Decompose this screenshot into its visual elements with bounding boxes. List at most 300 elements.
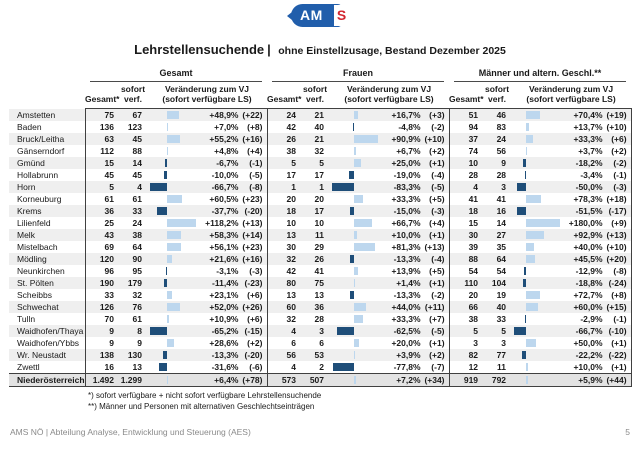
pct-change: -83,3% [393, 182, 421, 192]
district-label: Korneuburg [17, 194, 62, 204]
change-bar-area [514, 303, 560, 311]
pct-change: -2,9% [580, 314, 603, 324]
change-cell [329, 193, 449, 205]
total-value: 33 [85, 289, 119, 301]
pct-change: -10,0% [211, 170, 239, 180]
sofort-value: 26 [314, 254, 324, 264]
change-bar-area [332, 267, 378, 275]
change-cell [329, 217, 449, 229]
change-bar [525, 315, 526, 323]
group-header-row [9, 66, 631, 82]
sofort-value: 1 [319, 182, 324, 192]
abs-change: (+2) [247, 338, 263, 348]
abs-change: (+78) [242, 375, 263, 385]
abs-change: (+7) [429, 314, 445, 324]
change-bar [523, 159, 526, 167]
total-value: 3 [449, 337, 483, 349]
change-bar [354, 195, 363, 203]
total-value: 1 [267, 181, 301, 193]
group-header-gesamt: Gesamt [85, 66, 267, 82]
change-bar-area [150, 363, 196, 371]
pct-change: +7,0% [214, 122, 239, 132]
pct-change: +3,9% [396, 350, 421, 360]
abs-change: (-24) [608, 278, 627, 288]
col-header-change: Veränderung zum VJ (sofort verfügbare LS) [147, 82, 267, 109]
change-bar-area [150, 231, 196, 239]
change-cell [511, 241, 631, 253]
sofort-value: 13 [132, 362, 142, 372]
table-row [9, 181, 631, 193]
change-bar-area [332, 315, 378, 323]
table-row [9, 313, 631, 325]
footnote-1: *) sofort verfügbare + nicht sofort verfügbare Lehrstellensuchende [88, 391, 322, 400]
col-header-sofort: sofort verf. [301, 82, 329, 109]
change-bar [354, 315, 363, 323]
change-cell [147, 325, 267, 337]
pct-change: +90,9% [391, 134, 421, 144]
pct-change: +33,3% [573, 134, 603, 144]
col-header-change: Veränderung zum VJ (sofort verfügbare LS) [329, 82, 449, 109]
pct-change: -13,3% [393, 290, 421, 300]
total-value: 20 [449, 289, 483, 301]
col-header-sofort: sofort verf. [483, 82, 511, 109]
table-row [9, 193, 631, 205]
sofort-value: 3 [501, 338, 507, 348]
total-value: 30 [267, 241, 301, 253]
pct-change: +44,0% [391, 302, 421, 312]
col-header-total: Gesamt* [267, 82, 301, 109]
sofort-value: 507 [309, 375, 324, 385]
district-label: Mistelbach [17, 242, 58, 252]
abs-change: (+19) [606, 110, 627, 120]
sofort-value: 40 [496, 302, 507, 312]
table-row [9, 217, 631, 229]
total-value: 56 [267, 349, 301, 361]
change-cell [329, 181, 449, 193]
change-bar-area [150, 255, 196, 263]
change-bar [165, 159, 167, 167]
change-bar-area [150, 135, 196, 143]
abs-change: (-5) [431, 326, 445, 336]
change-cell [147, 313, 267, 325]
sofort-value: 29 [314, 242, 324, 252]
change-bar-area [150, 207, 196, 215]
change-bar [166, 267, 167, 275]
abs-change: (-1) [249, 158, 263, 168]
total-value: 4 [449, 181, 483, 193]
abs-change: (-2) [431, 122, 445, 132]
col-header-change: Veränderung zum VJ (sofort verfügbare LS) [511, 82, 631, 109]
total-value: 80 [267, 277, 301, 289]
change-cell [147, 145, 267, 157]
change-cell [511, 337, 631, 349]
change-bar-area [332, 303, 378, 311]
statistics-table [9, 66, 632, 387]
change-cell [511, 133, 631, 145]
change-bar-area [332, 231, 378, 239]
footnotes [88, 390, 640, 412]
total-value: 63 [85, 133, 119, 145]
change-bar [167, 255, 172, 263]
footer-page-number: 5 [625, 427, 630, 437]
total-value: 10 [267, 217, 301, 229]
change-bar-area [332, 255, 378, 263]
abs-change: (+18) [606, 194, 627, 204]
change-bar [526, 376, 527, 384]
change-cell [329, 277, 449, 289]
pct-change: +13,9% [391, 266, 421, 276]
change-bar-area [332, 123, 378, 131]
total-value: 13 [267, 229, 301, 241]
change-bar-area [332, 339, 378, 347]
pct-change: +23,1% [209, 290, 239, 300]
change-bar [350, 207, 354, 215]
total-value: 28 [449, 169, 483, 181]
abs-change: (+1) [429, 338, 445, 348]
total-value: 82 [449, 349, 483, 361]
change-bar [167, 339, 174, 347]
sofort-value: 14 [496, 218, 507, 228]
pct-change: -3,4% [580, 170, 603, 180]
abs-change: (+44) [606, 375, 627, 385]
change-bar-area [150, 267, 196, 275]
pct-change: +52,0% [209, 302, 239, 312]
abs-change: (+2) [429, 350, 445, 360]
table-total-row [9, 374, 631, 387]
change-bar-area [332, 195, 378, 203]
pct-change: -31,6% [211, 362, 239, 372]
sofort-value: 90 [132, 254, 142, 264]
change-bar-area [332, 135, 378, 143]
change-bar [167, 243, 181, 251]
pct-change: +180,0% [568, 218, 603, 228]
change-bar-area [150, 183, 196, 191]
change-cell [329, 301, 449, 313]
table-row [9, 145, 631, 157]
sofort-value: 19 [496, 290, 507, 300]
sofort-value: 5 [319, 158, 324, 168]
change-bar-area [332, 147, 378, 155]
abs-change: (-2) [431, 290, 445, 300]
abs-change: (+10) [606, 242, 627, 252]
abs-change: (+6) [247, 314, 263, 324]
pct-change: -11,4% [212, 278, 239, 288]
pct-change: +33,3% [391, 314, 421, 324]
change-cell [511, 313, 631, 325]
change-bar [354, 339, 359, 347]
district-label: Wr. Neustadt [17, 350, 66, 360]
change-bar [526, 219, 560, 227]
district-label: Amstetten [17, 109, 56, 120]
change-cell [511, 325, 631, 337]
total-value: 94 [449, 121, 483, 133]
sofort-value: 17 [314, 206, 324, 216]
total-value: 18 [267, 205, 301, 217]
abs-change: (-3) [613, 182, 627, 192]
sofort-value: 53 [314, 350, 324, 360]
change-bar-area [150, 291, 196, 299]
change-bar-area [150, 339, 196, 347]
change-cell [511, 265, 631, 277]
change-cell [511, 169, 631, 181]
change-cell [329, 349, 449, 361]
change-bar-area [150, 327, 196, 335]
table-row [9, 229, 631, 241]
district-label: Tulln [17, 314, 36, 324]
sofort-value: 21 [314, 110, 324, 120]
change-cell [329, 374, 449, 387]
page-title [0, 41, 640, 59]
change-cell [329, 313, 449, 325]
sofort-value: 14 [132, 158, 142, 168]
change-bar [167, 291, 173, 299]
abs-change: (-5) [431, 182, 445, 192]
change-bar-area [332, 219, 378, 227]
change-bar [526, 135, 532, 143]
sofort-value: 32 [132, 290, 142, 300]
abs-change: (-2) [613, 158, 627, 168]
change-bar-area [332, 351, 378, 359]
change-cell [329, 241, 449, 253]
change-cell [511, 229, 631, 241]
change-cell [329, 121, 449, 133]
district-label: St. Pölten [17, 278, 54, 288]
change-bar [333, 363, 354, 371]
sofort-value: 16 [496, 206, 507, 216]
page-title-subtitle: ohne Einstellzusage, Bestand Dezember 2025 [278, 45, 506, 57]
change-bar [523, 279, 527, 287]
abs-change: (+13) [242, 218, 263, 228]
change-bar-area [332, 159, 378, 167]
abs-change: (+11) [424, 302, 445, 312]
change-bar [514, 327, 526, 335]
change-bar-area [150, 195, 196, 203]
pct-change: -12,9% [575, 266, 603, 276]
total-value: 70 [85, 313, 119, 325]
district-label: Gänserndorf [17, 146, 65, 156]
district-label: Melk [17, 230, 35, 240]
change-cell [329, 169, 449, 181]
change-bar-area [514, 315, 560, 323]
pct-change: +56,1% [209, 242, 239, 252]
sofort-value: 13 [314, 290, 324, 300]
change-cell [511, 121, 631, 133]
col-header-total: Gesamt* [449, 82, 483, 109]
change-bar-area [150, 171, 196, 179]
district-label: Mödling [17, 254, 47, 264]
sofort-value: 8 [137, 326, 142, 336]
pct-change: +10,0% [391, 230, 421, 240]
district-label: Zwettl [17, 362, 40, 372]
change-cell [329, 325, 449, 337]
sofort-value: 45 [132, 170, 142, 180]
pct-change: +21,6% [209, 254, 239, 264]
sofort-value: 76 [132, 302, 142, 312]
change-cell [147, 193, 267, 205]
sofort-value: 33 [132, 206, 142, 216]
abs-change: (+4) [429, 218, 445, 228]
change-cell [511, 301, 631, 313]
pct-change: +33,3% [391, 194, 421, 204]
abs-change: (-22) [608, 350, 627, 360]
sofort-value: 33 [496, 314, 507, 324]
change-bar-area [514, 267, 560, 275]
change-bar-area [514, 135, 560, 143]
sofort-value: 61 [132, 314, 142, 324]
change-cell [511, 361, 631, 374]
page-footer [10, 427, 630, 437]
col-header-total: Gesamt* [85, 82, 119, 109]
total-value: 24 [267, 109, 301, 122]
abs-change: (+23) [242, 194, 263, 204]
table-row [9, 133, 631, 145]
page-title-separator: | [267, 42, 271, 57]
pct-change: +7,2% [396, 375, 421, 385]
abs-change: (-3) [431, 206, 445, 216]
total-value: 51 [449, 109, 483, 122]
abs-change: (+8) [611, 290, 627, 300]
change-bar-area [332, 363, 378, 371]
total-value: 42 [267, 265, 301, 277]
total-value: 61 [85, 193, 119, 205]
total-value: 138 [85, 349, 119, 361]
sofort-value: 123 [127, 122, 142, 132]
total-value: 69 [85, 241, 119, 253]
change-bar-area [514, 231, 560, 239]
pct-change: +118,2% [205, 218, 239, 228]
sofort-value: 36 [314, 302, 324, 312]
abs-change: (+1) [429, 230, 445, 240]
group-header-spacer [9, 66, 85, 82]
change-bar-area [332, 111, 378, 119]
change-cell [511, 253, 631, 265]
change-bar [522, 351, 526, 359]
change-cell [147, 181, 267, 193]
abs-change: (-1) [613, 314, 627, 324]
abs-change: (+16) [242, 134, 263, 144]
change-bar-area [150, 147, 196, 155]
abs-change: (+2) [611, 146, 627, 156]
pct-change: +58,3% [209, 230, 239, 240]
total-value: 6 [267, 337, 301, 349]
change-bar [354, 159, 361, 167]
change-bar [350, 255, 354, 263]
change-cell [511, 205, 631, 217]
abs-change: (-7) [431, 362, 445, 372]
footer-department: AMS NÖ | Abteilung Analyse, Entwicklung und Steuerung (AES) [10, 427, 251, 437]
pct-change: -37,7% [211, 206, 239, 216]
abs-change: (-4) [431, 170, 445, 180]
change-cell [511, 289, 631, 301]
sofort-value: 1.299 [120, 375, 142, 385]
change-bar-area [514, 219, 560, 227]
table-row [9, 241, 631, 253]
change-bar-area [150, 243, 196, 251]
total-value: 9 [85, 325, 119, 337]
change-bar-area [514, 207, 560, 215]
sofort-value: 2 [319, 362, 324, 372]
change-cell [329, 265, 449, 277]
change-cell [511, 193, 631, 205]
ams-logo-am-text: AM [300, 7, 323, 23]
change-bar-area [514, 171, 560, 179]
total-value: 112 [85, 145, 119, 157]
sofort-value: 792 [491, 375, 507, 385]
sofort-value: 54 [496, 266, 507, 276]
abs-change: (-5) [249, 170, 263, 180]
district-label: Waidhofen/Ybbs [17, 338, 80, 348]
district-label: Bruck/Leitha [17, 134, 65, 144]
change-cell [147, 253, 267, 265]
change-bar-area [332, 183, 378, 191]
change-cell [329, 157, 449, 169]
pct-change: +10,9% [209, 314, 239, 324]
abs-change: (-15) [244, 326, 263, 336]
change-bar [150, 327, 166, 335]
change-cell [511, 277, 631, 289]
change-bar [354, 219, 372, 227]
abs-change: (+1) [429, 158, 445, 168]
abs-change: (+5) [429, 194, 445, 204]
table-row [9, 205, 631, 217]
sofort-value: 56 [496, 146, 507, 156]
change-bar-area [514, 363, 560, 371]
sofort-value: 61 [132, 194, 142, 204]
total-value: 10 [449, 157, 483, 169]
sofort-value: 28 [496, 170, 507, 180]
change-bar-area [514, 195, 560, 203]
change-bar-area [150, 111, 196, 119]
total-value: 43 [85, 229, 119, 241]
change-bar [526, 291, 540, 299]
total-value: 75 [85, 109, 119, 122]
sofort-value: 3 [319, 326, 324, 336]
total-value: 66 [449, 301, 483, 313]
total-value: 32 [267, 253, 301, 265]
pct-change: +45,5% [573, 254, 603, 264]
col-header-sofort: sofort verf. [119, 82, 147, 109]
change-bar [517, 207, 527, 215]
change-cell [147, 121, 267, 133]
table-row [9, 157, 631, 169]
district-label: Neunkirchen [17, 266, 65, 276]
change-cell [329, 133, 449, 145]
change-bar [526, 255, 534, 263]
change-bar [157, 207, 166, 215]
pct-change: +13,7% [573, 122, 603, 132]
change-bar [167, 315, 170, 323]
sofort-value: 27 [496, 230, 507, 240]
change-bar [526, 123, 529, 131]
change-bar [150, 183, 167, 191]
total-value: 12 [449, 361, 483, 374]
change-bar [354, 267, 358, 275]
change-bar-area [514, 339, 560, 347]
change-cell [147, 361, 267, 374]
change-bar-area [332, 207, 378, 215]
change-cell [511, 145, 631, 157]
abs-change: (+15) [606, 302, 627, 312]
abs-change: (-23) [244, 278, 263, 288]
change-bar [354, 231, 357, 239]
column-header-row [9, 82, 631, 109]
change-bar [525, 171, 526, 179]
pct-change: +60,5% [209, 194, 239, 204]
pct-change: +16,7% [391, 110, 421, 120]
pct-change: -66,7% [211, 182, 239, 192]
table-row [9, 325, 631, 337]
change-cell [147, 169, 267, 181]
